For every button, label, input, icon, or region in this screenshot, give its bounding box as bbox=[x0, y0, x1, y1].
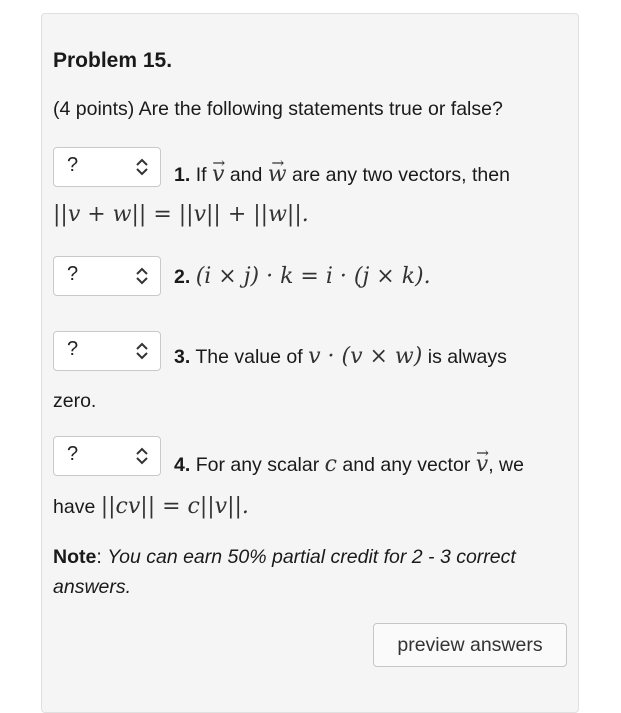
note-line1: Note: You can earn 50% partial credit for 2 - 3 correct bbox=[53, 546, 516, 568]
statement-text: have bbox=[53, 496, 96, 518]
note-text: You can earn 50% partial credit for 2 - 3 correct bbox=[107, 546, 516, 568]
statement-1-select[interactable] bbox=[53, 147, 161, 187]
statement-3-select[interactable] bbox=[53, 331, 161, 371]
statement-1-formula: ||v + w|| = ||v|| + ||w||. bbox=[53, 202, 309, 227]
statement-text: The value of bbox=[195, 346, 303, 368]
select-value: ? bbox=[67, 443, 79, 465]
chevron-up-down-icon bbox=[135, 157, 149, 177]
select-value: ? bbox=[67, 263, 79, 285]
statement-text: is always bbox=[427, 346, 507, 368]
math-w: w → bbox=[268, 162, 287, 187]
chevron-up-down-icon bbox=[135, 266, 149, 286]
chevron-up-down-icon bbox=[135, 341, 149, 361]
statement-4-select[interactable] bbox=[53, 436, 161, 476]
select-value: ? bbox=[67, 338, 79, 360]
problem-title: Problem 15. bbox=[53, 49, 173, 72]
note-line2 bbox=[53, 576, 131, 599]
statement-1-line1 bbox=[174, 162, 510, 187]
statement-number: 1. bbox=[174, 164, 191, 186]
statement-text: and any vector bbox=[342, 454, 471, 476]
preview-answers-button[interactable]: preview answers bbox=[373, 623, 567, 667]
problem-intro: (4 points) Are the following statements true or false? bbox=[53, 98, 503, 120]
statement-formula: (i × j) · k = i · (j × k). bbox=[195, 264, 431, 289]
math-c: c bbox=[324, 452, 337, 477]
statement-2-line1 bbox=[174, 264, 431, 289]
note-text-continued: answers. bbox=[53, 576, 132, 598]
statement-text: If bbox=[195, 164, 207, 186]
statement-text: For any scalar bbox=[195, 454, 320, 476]
statement-2-select[interactable] bbox=[53, 256, 161, 296]
math-v: v → bbox=[476, 452, 488, 477]
statement-text: , we bbox=[488, 454, 524, 476]
statement-number: 3. bbox=[174, 346, 191, 368]
statement-text: and bbox=[229, 164, 263, 186]
note-label: Note bbox=[53, 546, 97, 568]
select-value: ? bbox=[67, 154, 79, 176]
statement-text: are any two vectors, then bbox=[292, 164, 510, 186]
statement-4-line2 bbox=[53, 494, 249, 519]
statement-4-line1 bbox=[174, 452, 524, 477]
math-v: v → bbox=[212, 162, 224, 187]
statement-number: 4. bbox=[174, 454, 191, 476]
statement-formula: ||cv|| = c||v||. bbox=[100, 494, 249, 519]
statement-3-line2: zero. bbox=[53, 390, 97, 412]
statement-formula: v · (v × w) bbox=[308, 344, 423, 369]
statement-3-line1 bbox=[174, 344, 507, 369]
statement-number: 2. bbox=[174, 266, 191, 288]
chevron-up-down-icon bbox=[135, 446, 149, 466]
